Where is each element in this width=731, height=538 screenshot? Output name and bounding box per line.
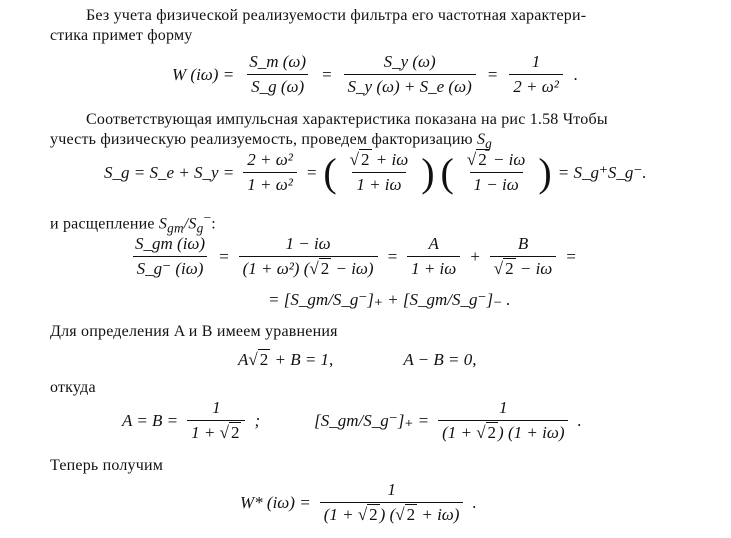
paragraph-whence [50, 378, 720, 398]
numerator: 1 [212, 398, 221, 417]
denominator [187, 420, 245, 443]
radicand: 2 [505, 259, 514, 278]
text-span: учесть физическую реализуемость, проведем факторизацию [50, 131, 473, 148]
equation-split-sum: = [S_gm/S_g⁻]₊ + [S_gm/S_g⁻]₋ . [268, 290, 511, 309]
paragraph-intro [50, 6, 720, 46]
numerator: S_gm (iω) [135, 234, 206, 253]
term: − iω) [331, 259, 374, 278]
sqrt-icon: √ [466, 150, 477, 169]
term: (1 + [442, 423, 477, 442]
equation-left [238, 350, 333, 370]
eq-rhs: = S_g⁺S_g⁻. [557, 162, 647, 182]
denominator [490, 256, 557, 279]
numerator: 2 + ω² [247, 150, 293, 169]
fraction [463, 150, 530, 195]
text-line: Без учета физической реализуемости фильтра его частотная характери- [86, 7, 587, 24]
numerator: 1 [499, 398, 508, 417]
equals-sign: = [305, 162, 318, 182]
denominator: S_g (ω) [247, 74, 308, 97]
equation-system [238, 350, 476, 370]
sqrt-icon: √ [349, 150, 359, 169]
radicand: 2 [478, 150, 487, 169]
equals-sign: = [321, 64, 333, 84]
plus-sign: + [469, 246, 481, 266]
sqrt-icon: √ [395, 505, 405, 524]
symbol: S [158, 215, 168, 233]
text-line: Соответствующая импульсная характеристика показана на рис 1.58 Чтобы [86, 111, 608, 128]
colon: : [211, 215, 216, 233]
period: . [577, 410, 582, 430]
term: (1 + ω²) ( [242, 259, 310, 278]
sqrt-icon: √ [248, 350, 258, 369]
term: A [238, 350, 249, 369]
fraction [243, 150, 297, 195]
denominator: 1 + iω [407, 256, 460, 279]
term: − iω [515, 259, 553, 278]
numerator [463, 150, 530, 172]
eq-lhs: S_g = S_e + S_y = [104, 162, 235, 182]
period: . [573, 64, 579, 84]
numerator: 1 [531, 52, 541, 71]
fraction [245, 52, 310, 97]
term: + iω) [417, 505, 460, 524]
eq-mid: [S_gm/S_g⁻]₊ = [314, 410, 430, 430]
denominator: 1 + ω² [243, 172, 297, 195]
sqrt-icon: √ [476, 423, 486, 442]
radicand: 2 [487, 423, 497, 442]
term: ) ( [379, 505, 396, 524]
left-paren: ( [323, 149, 337, 195]
numerator: S_y (ω) [383, 52, 436, 71]
equation-right: A − B = 0, [403, 350, 477, 369]
right-paren: ) [538, 149, 552, 195]
symbol: S [476, 131, 486, 148]
equation-split [128, 234, 577, 279]
fraction [320, 480, 464, 525]
term: ) (1 + iω) [498, 423, 565, 442]
denominator [438, 420, 568, 443]
numerator: 1 [387, 480, 396, 499]
equation-coefficients [122, 398, 582, 443]
fraction [239, 234, 378, 279]
radicand: 2 [406, 505, 416, 524]
fraction [490, 234, 557, 279]
paragraph-factorization [50, 110, 720, 154]
equals-sign: = [486, 64, 499, 84]
radicand: 2 [230, 423, 240, 442]
denominator [320, 502, 464, 525]
equation-factorization [104, 150, 647, 195]
period: . [472, 492, 477, 512]
numerator: A [428, 234, 439, 253]
denominator: S_y (ω) + S_e (ω) [344, 74, 476, 97]
numerator: B [517, 234, 529, 253]
text-span: и расщепление [50, 215, 155, 233]
denominator: 2 + ω² [509, 74, 563, 97]
subscript: gm [167, 220, 184, 236]
fraction [346, 150, 413, 195]
numerator [346, 150, 413, 172]
equals-sign: = [218, 246, 230, 266]
sqrt-icon: √ [219, 423, 229, 442]
fraction [438, 398, 568, 443]
term: + B = 1, [274, 350, 334, 369]
radicand: 2 [259, 350, 269, 369]
fraction [407, 234, 460, 279]
term: (1 + [323, 505, 358, 524]
fraction [187, 398, 245, 443]
subscript: g [485, 136, 493, 152]
text-line: стика примет форму [50, 27, 193, 44]
equation-w [172, 52, 578, 97]
denominator [239, 256, 378, 279]
sqrt-icon: √ [493, 259, 504, 278]
sqrt-icon: √ [309, 259, 319, 278]
eq-lhs: W (iω) = [172, 64, 235, 84]
subscript: g [196, 220, 204, 236]
term: − iω [488, 150, 526, 169]
radicand: 2 [369, 505, 378, 524]
text-span: Для определения A и B имеем уравнения [50, 323, 338, 340]
denominator: 1 − iω [470, 172, 523, 195]
eq-lhs: A = B = [122, 410, 179, 430]
eq-lhs: W* (iω) = [240, 492, 311, 512]
sqrt-icon: √ [357, 505, 368, 524]
equation-w-star [240, 480, 477, 525]
fraction [509, 52, 563, 97]
superscript: − [203, 210, 212, 225]
numerator: S_m (ω) [249, 52, 307, 71]
symbol: /S [183, 215, 197, 233]
term: 1 + [191, 423, 220, 442]
denominator: S_g⁻ (iω) [133, 256, 208, 279]
semicolon: ; [254, 410, 261, 430]
term: + iω [371, 150, 409, 169]
equals-sign: = [386, 246, 399, 266]
text-span: откуда [50, 379, 96, 396]
equals-sign: = [565, 246, 577, 266]
paragraph-now [50, 456, 720, 476]
radicand: 2 [320, 259, 330, 278]
fraction [131, 234, 209, 279]
text-span: Теперь получим [50, 457, 164, 474]
denominator: 1 + iω [352, 172, 405, 195]
radicand: 2 [361, 150, 370, 169]
paragraph-equations [50, 322, 720, 342]
numerator: 1 − iω [285, 234, 331, 253]
left-paren: ( [440, 149, 454, 195]
right-paren: ) [421, 149, 435, 195]
fraction [344, 52, 476, 97]
